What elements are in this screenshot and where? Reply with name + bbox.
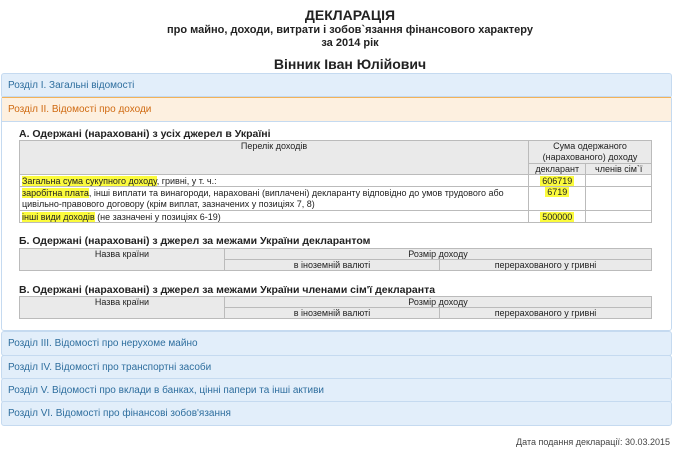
col-country: Назва країни <box>20 297 225 319</box>
section-3-header[interactable]: Розділ ІІІ. Відомості про нерухоме майно <box>8 338 198 349</box>
row-family-value <box>586 175 652 187</box>
table-row <box>20 187 652 211</box>
col-foreign-currency: в іноземній валюті <box>225 308 440 319</box>
part-c-heading: В. Одержані (нараховані) з джерел за межами України членами сім'ї декларанта <box>19 284 436 296</box>
col-country: Назва країни <box>20 249 225 271</box>
section-6-liabilities[interactable] <box>1 401 672 426</box>
submission-date: Дата подання декларації: 30.03.2015 <box>516 437 670 447</box>
section-4-vehicles[interactable] <box>1 355 672 380</box>
col-uah: перерахованого у гривні <box>440 260 652 271</box>
row-declarant-value: 606719 <box>529 175 586 187</box>
row-family-value <box>586 211 652 223</box>
table-row <box>20 175 652 187</box>
row-declarant-value: 6719 <box>529 187 586 211</box>
table-row <box>20 211 652 223</box>
col-family: членів сім`ї <box>586 164 652 175</box>
part-a-heading: А. Одержані (нараховані) з усіх джерел в Україні <box>19 128 271 140</box>
page-subtitle: про майно, доходи, витрати і зобов`язання фінансового характеру <box>167 24 533 36</box>
section-5-deposits[interactable] <box>1 378 672 403</box>
col-income-list: Перелік доходів <box>20 141 529 175</box>
part-b-heading: Б. Одержані (нараховані) з джерел за межами України декларантом <box>19 235 371 247</box>
section-1-header[interactable]: Розділ І. Загальні відомості <box>8 80 135 91</box>
page-year: за 2014 рік <box>321 37 379 49</box>
section-5-header[interactable]: Розділ V. Відомості про вклади в банках, цінні папери та інші активи <box>8 385 324 396</box>
section-6-header[interactable]: Розділ VI. Відомості про фінансові зобов'язання <box>8 408 231 419</box>
row-label: інші види доходів (не зазначені у позиціях 6-19) <box>20 211 529 223</box>
part-c-table <box>19 296 652 319</box>
row-label: Загальна сума сукупного доходу, гривні, у т. ч.: <box>20 175 529 187</box>
page-title: ДЕКЛАРАЦІЯ <box>304 7 396 23</box>
section-2-header[interactable]: Розділ ІІ. Відомості про доходи <box>2 97 671 122</box>
section-4-header[interactable]: Розділ IV. Відомості про транспортні засоби <box>8 362 212 373</box>
row-family-value <box>586 187 652 211</box>
col-income-size: Розмір доходу <box>225 249 652 260</box>
declarant-name: Вінник Іван Юлійович <box>273 56 427 72</box>
section-1-general[interactable] <box>1 73 672 98</box>
part-b-table <box>19 248 652 271</box>
col-foreign-currency: в іноземній валюті <box>225 260 440 271</box>
row-label: заробітна плата, інші виплати та винагороди, нараховані (виплачені) декларанту відповідно до умов трудового або цивільно-правового договору (крім виплат, зазначених у позиціях 7, 8) <box>20 187 529 211</box>
col-uah: перерахованого у гривні <box>440 308 652 319</box>
col-declarant: декларант <box>529 164 586 175</box>
section-3-real-estate[interactable] <box>1 331 672 356</box>
col-income-sum: Сума одержаного (нарахованого) доходу <box>529 141 652 164</box>
part-a-table <box>19 140 652 223</box>
col-income-size: Розмір доходу <box>225 297 652 308</box>
row-declarant-value: 500000 <box>529 211 586 223</box>
